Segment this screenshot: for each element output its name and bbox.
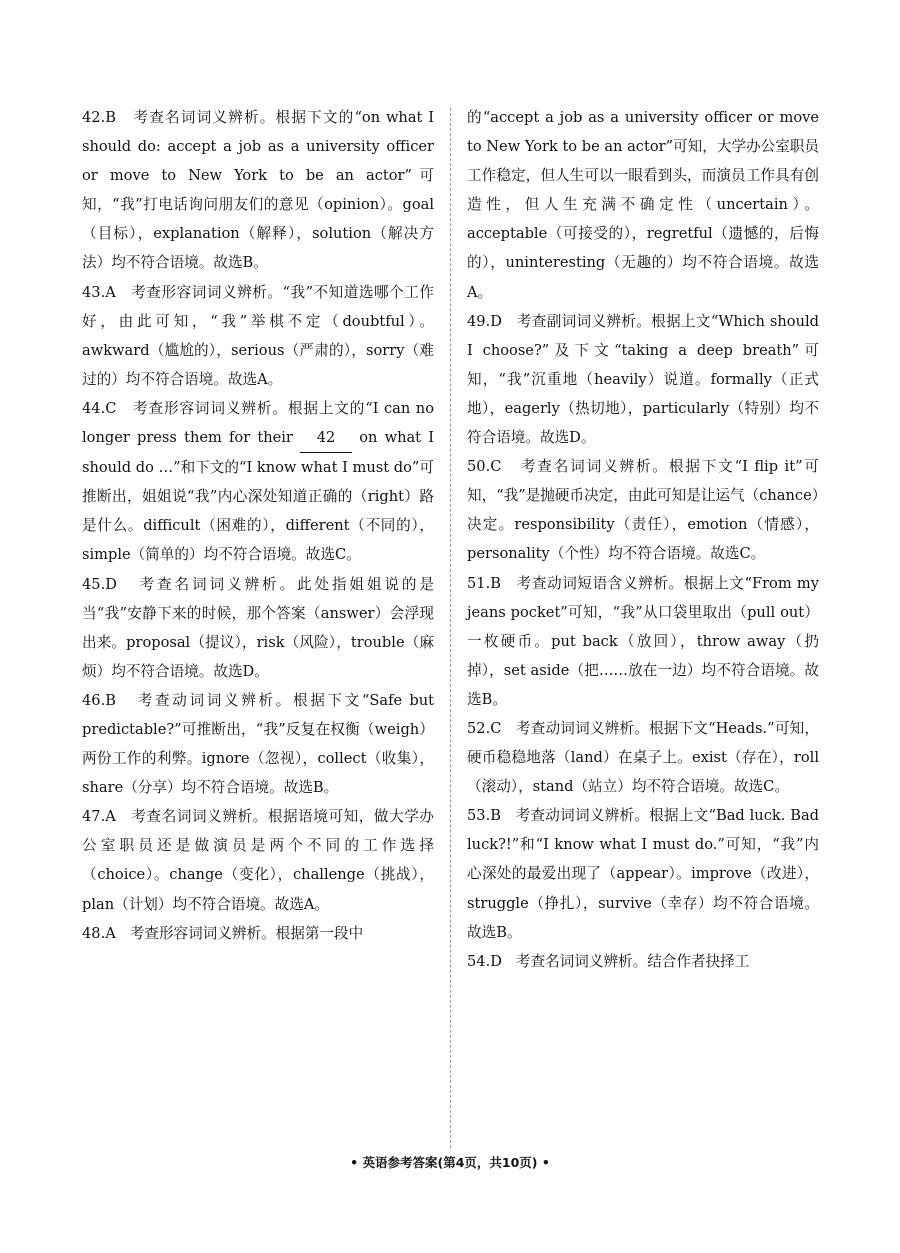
item-number: 54. xyxy=(467,952,491,970)
answer-item-45 xyxy=(82,570,434,686)
answer-item-49 xyxy=(467,307,819,452)
column-divider xyxy=(450,108,451,1148)
item-answer: A xyxy=(105,283,116,301)
item-answer: B xyxy=(490,807,501,825)
item-explanation: 考查形容词词义辨析。“我”不知道选哪个工作好，由此可知，“我”举棋不定（doubtful）。awkward（尴尬的），serious（严肃的），sorry（难过的）均不符合语境。故选A。 xyxy=(82,283,434,388)
item-number: 42. xyxy=(82,109,106,126)
answer-item-54 xyxy=(467,947,819,976)
item-explanation: 考查名词词义辨析。根据下文“I flip it”可知，“我”是抛硬币决定，由此可知是让运气（chance）决定。responsibility（责任），emotion（情感），personality（个性）均不符合语境。故选C。 xyxy=(467,458,819,563)
item-answer: C xyxy=(490,458,502,476)
answer-item-43 xyxy=(82,278,434,394)
page-footer: • 英语参考答案(第4页，共10页) • xyxy=(350,1155,550,1170)
item-number: 44. xyxy=(82,399,106,417)
answer-item-48-continued xyxy=(467,103,819,307)
answer-item-47 xyxy=(82,802,434,918)
item-answer: C xyxy=(490,719,502,737)
item-explanation: 考查名词词义辨析。此处指姐姐说的是当“我”安静下来的时候，那个答案（answer）会浮现出来。proposal（提议），risk（风险），trouble（麻烦）均不符合语境。故选D。 xyxy=(82,575,434,680)
item-number: 52. xyxy=(467,719,491,737)
item-explanation: 考查动词词义辨析。根据上文“Bad luck. Bad luck?!”和“I know what I must do.”可知，“我”内心深处的最爱出现了（appear）。improve（改进），struggle（挣扎），survive（幸存）均不符合语境。故选B。 xyxy=(467,807,819,941)
item-explanation: 考查形容词词义辨析。根据上文的“I can no longer press them for their xyxy=(82,399,434,447)
item-answer: D xyxy=(490,952,502,970)
answer-item-51 xyxy=(467,569,819,714)
answer-item-46 xyxy=(82,686,434,802)
item-answer: B xyxy=(105,691,116,709)
item-number: 53. xyxy=(467,807,491,825)
item-explanation: 考查动词短语含义辨析。根据上文“From my jeans pocket”可知，“我”从口袋里取出（pull out）一枚硬币。put back（放回），throw away（扔掉），set aside（把……放在一边）均不符合语境。故选B。 xyxy=(467,574,819,708)
item-number: 46. xyxy=(82,691,106,709)
item-explanation: 考查动词词义辨析。根据下文“Heads.”可知，硬币稳稳地落（land）在桌子上。exist（存在），roll（滚动），stand（站立）均不符合语境。故选C。 xyxy=(467,719,819,796)
item-answer: A xyxy=(105,924,116,942)
item-answer: B xyxy=(490,574,501,592)
answer-item-53 xyxy=(467,801,819,946)
left-column xyxy=(82,103,434,948)
item-answer: D xyxy=(490,312,502,330)
item-answer: A xyxy=(105,808,116,826)
item-number: 51. xyxy=(467,574,491,592)
answer-item-42 xyxy=(82,103,434,278)
answer-item-52 xyxy=(467,714,819,801)
answer-item-48 xyxy=(82,919,434,948)
item-explanation: 考查名词词义辨析。根据语境可知，做大学办公室职员还是做演员是两个不同的工作选择（choice）。change（变化），challenge（挑战），plan（计划）均不符合语境。故选A。 xyxy=(82,808,434,913)
item-answer: C xyxy=(105,399,117,417)
item-answer: D xyxy=(105,575,117,593)
item-number: 47. xyxy=(82,808,106,826)
item-explanation: on what I should do …”和下文的“I know what I must do”可推断出，姐姐说“我”内心深处知道正确的（right）路是什么。difficult（困难的），different（不同的），simple（简单的）均不符合语境。故选C。 xyxy=(82,429,434,564)
item-explanation: 的“accept a job as a university officer or move to New York to be an actor”可知，大学办公室职员工作稳定，但人生可以一眼看到头，而演员工作具有创造性，但人生充满不确定性（uncertain）。acceptable（可接受的），regretful（遗憾的，后悔的），uninteresting（无趣的）均不符合语境。故选A。 xyxy=(467,109,819,301)
item-explanation: 考查名词词义辨析。根据下文的“on what I should do: accept a job as a university officer or move to New York to be an actor”可知，“我”打电话询问朋友们的意见（opinion）。goal（目标），explanation（解释），solution（解决方法）均不符合语境。故选B。 xyxy=(82,109,434,272)
item-explanation: 考查副词词义辨析。根据上文“Which should I choose?”及下文“taking a deep breath”可知，“我”沉重地（heavily）说道。formally（正式地），eagerly（热切地），particularly（特别）均不符合语境。故选D。 xyxy=(467,312,820,447)
item-number: 43. xyxy=(82,283,106,301)
item-answer: B xyxy=(105,109,116,126)
item-number: 49. xyxy=(467,312,491,330)
answer-item-50 xyxy=(467,452,819,568)
item-number: 45. xyxy=(82,575,106,593)
answer-item-44 xyxy=(82,394,434,570)
item-number: 48. xyxy=(82,924,106,942)
right-column xyxy=(467,103,819,976)
item-number: 50. xyxy=(467,458,491,476)
item-explanation: 考查形容词词义辨析。根据第一段中 xyxy=(129,924,364,942)
item-explanation: 考查动词词义辨析。根据下文“Safe but predictable?”可推断出，“我”反复在权衡（weigh）两份工作的利弊。ignore（忽视），collect（收集），share（分享）均不符合语境。故选B。 xyxy=(82,691,434,797)
item-explanation: 考查名词词义辨析。结合作者抉择工 xyxy=(515,952,750,970)
blank-number: 42 xyxy=(300,423,352,453)
